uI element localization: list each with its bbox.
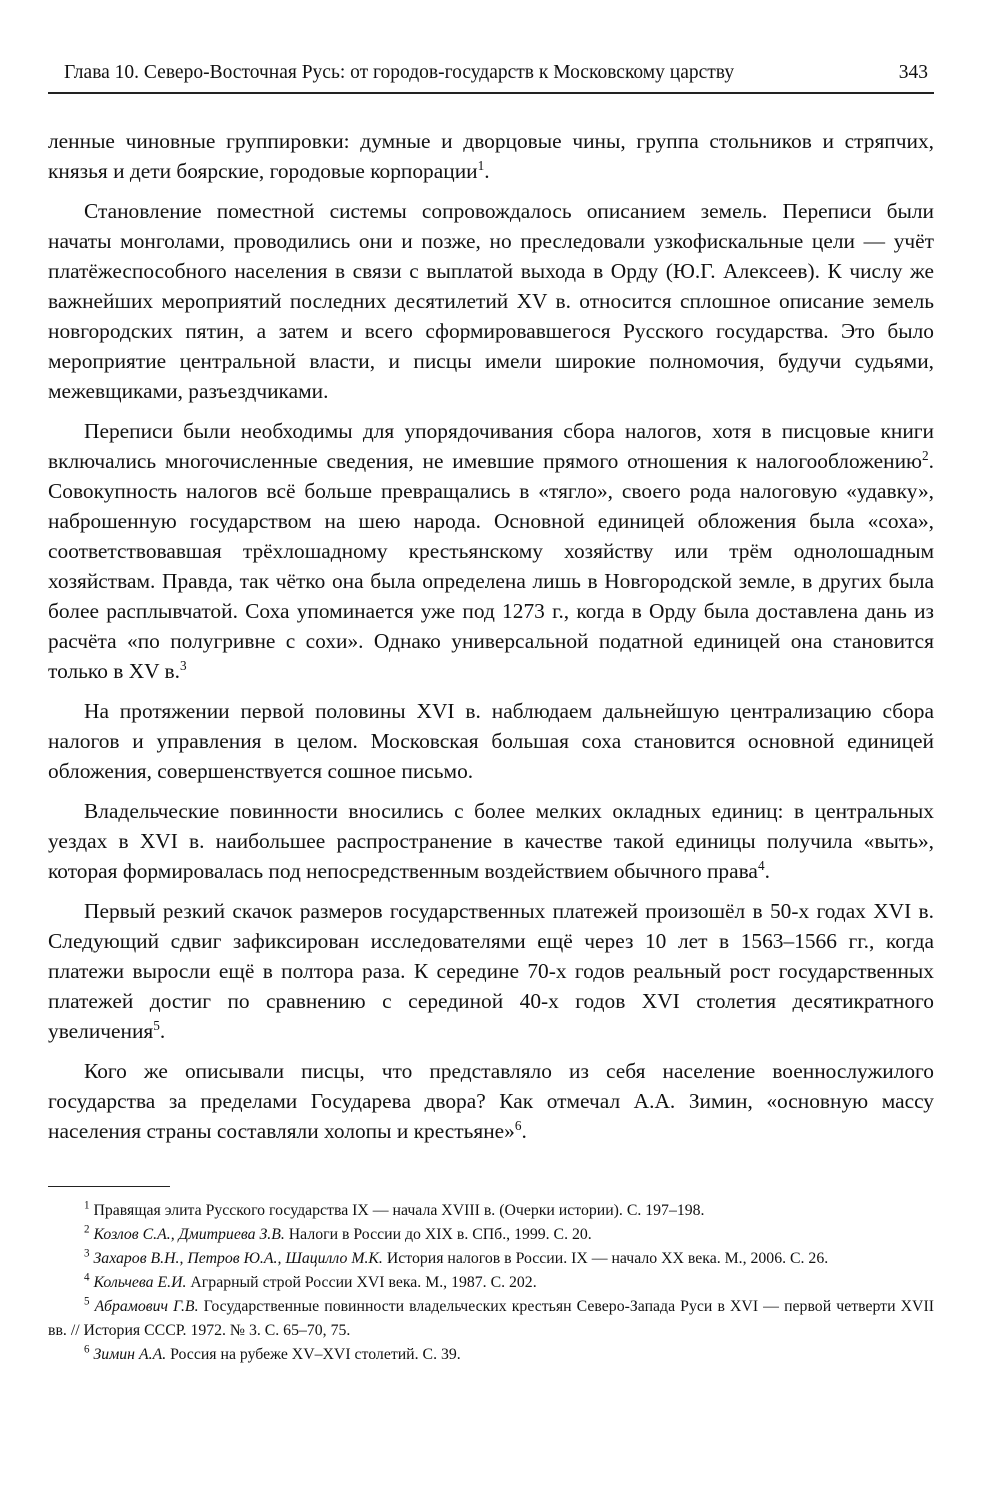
running-header [48, 60, 934, 94]
footnote [48, 1247, 934, 1271]
footnote-divider [48, 1186, 170, 1187]
footnote-ref[interactable]: 2 [922, 447, 929, 463]
footnotes [48, 1199, 934, 1367]
footnote [48, 1223, 934, 1247]
paragraph-text: Становление поместной системы сопровождалось описанием земель. Переписи были начаты монголами, проводились они и позже, но преследовали узкофискальные цели — учёт платёжеспособного населения в связи с выплатой выхода в Орду (Ю.Г. Алексеев). К числу же важнейших мероприятий последних десятилетий XV в. относится сплошное описание земель новгородских пятин, а затем и всего сформировавшегося Русского государства. Это было мероприятие центральной власти, и писцы имели широкие полномочия, будучи судьями, межевщиками, разъездчиками. [48, 199, 934, 403]
footnote-author: Козлов С.А., Дмитриева З.В. [93, 1226, 285, 1243]
paragraph-text: Переписи были необходимы для упорядочивания сбора налогов, хотя в писцовые книги включались многочисленные сведения, не имевшие прямого отношения к налогообложению [48, 419, 934, 473]
paragraph-text: . [521, 1119, 527, 1143]
footnote [48, 1199, 934, 1223]
footnote-ref[interactable]: 1 [477, 157, 485, 173]
main-text [48, 126, 934, 1146]
footnote-ref[interactable]: 4 [757, 857, 765, 873]
paragraph [48, 796, 934, 886]
footnote-author: Кольчева Е.И. [93, 1274, 187, 1291]
footnote-number: 5 [84, 1295, 90, 1308]
paragraph [48, 696, 934, 786]
footnote-number: 3 [84, 1247, 90, 1260]
paragraph [48, 196, 934, 406]
footnote-number: 4 [84, 1271, 90, 1284]
paragraph [48, 896, 934, 1046]
paragraph [48, 1056, 934, 1146]
paragraph-text: . [764, 859, 770, 883]
footnote-text: Россия на рубеже XV–XVI столетий. С. 39. [166, 1346, 461, 1363]
footnote-text: Налоги в России до XIX в. СПб., 1999. С. 20. [284, 1226, 592, 1243]
paragraph-text: ленные чиновные группировки: думные и дворцовые чины, группа стольников и стряпчих, князья и дети боярские, городовые корпорации [48, 129, 934, 183]
footnote-ref[interactable]: 3 [180, 657, 187, 673]
footnote-number: 6 [84, 1343, 90, 1356]
paragraph-text: Владельческие повинности вносились с более мелких окладных единиц: в центральных уездах в XVI в. наибольшее распространение в качестве такой единицы получила «выть», которая формировалась под непосредственным воздействием обычного права [48, 799, 934, 883]
paragraph [48, 416, 934, 686]
footnote-text: Правящая элита Русского государства IX — начала XVIII в. (Очерки истории). С. 197–198. [93, 1202, 705, 1219]
footnote-ref[interactable]: 5 [153, 1017, 160, 1033]
book-page [48, 60, 934, 1367]
footnote [48, 1343, 934, 1367]
paragraph [48, 126, 934, 186]
chapter-title: Глава 10. Северо-Восточная Русь: от городов-государств к Московскому царству [64, 62, 735, 83]
footnote-author: Захаров В.Н., Петров Ю.А., Шацилло М.К. [93, 1250, 383, 1267]
footnote [48, 1271, 934, 1295]
paragraph-text: Первый резкий скачок размеров государственных платежей произошёл в 50-х годах XVI в. Следующий сдвиг зафиксирован исследователями ещё через 10 лет в 1563–1566 гг., когда платежи выросли ещё в полтора раза. К середине 70-х годов реальный рост государственных платежей достиг по сравнению с серединой 40-х годов XVI столетия десятикратного увеличения [48, 899, 934, 1043]
footnote-author: Зимин А.А. [93, 1346, 167, 1363]
paragraph-text: . Совокупность налогов всё больше превращались в «тягло», своего рода налоговую «удавку», наброшенную государством на шею народа. Основной единицей обложения была «соха», соответствовавшая трёхлошадному крестьянскому хозяйству или трём однолошадным хозяйствам. Правда, так чётко она была определена лишь в Новгородской земле, в других была более расплывчатой. Соха упоминается уже под 1273 г., когда в Орду была доставлена дань из расчёта «по полугривне с сохи». Однако универсальной податной единицей она становится только в XV в. [48, 449, 934, 683]
footnote-text: История налогов в России. IX — начало XX века. М., 2006. С. 26. [382, 1250, 829, 1267]
page-number: 343 [898, 62, 928, 83]
paragraph-text: Кого же описывали писцы, что представляло из себя население военнослужилого государства за пределами Государева двора? Как отмечал А.А. Зимин, «основную массу населения страны составляли холопы и крестьяне» [48, 1059, 934, 1143]
footnote-number: 2 [84, 1223, 90, 1236]
footnote-number: 1 [84, 1199, 90, 1212]
paragraph-text: На протяжении первой половины XVI в. наблюдаем дальнейшую централизацию сбора налогов и управления в целом. Московская большая соха становится основной единицей обложения, совершенствуется сошное письмо. [48, 699, 934, 783]
footnote-text: Аграрный строй России XVI века. М., 1987. С. 202. [186, 1274, 537, 1291]
paragraph-text: . [484, 159, 490, 183]
footnote-ref[interactable]: 6 [514, 1117, 522, 1133]
footnote-author: Абрамович Г.В. [94, 1298, 199, 1315]
footnote-text: Государственные повинности владельческих крестьян Северо-Запада Руси в XVI — первой четверти XVII вв. // История СССР. 1972. № 3. С. 65–70, 75. [48, 1298, 934, 1339]
paragraph-text: . [159, 1019, 166, 1043]
footnote [48, 1295, 934, 1343]
